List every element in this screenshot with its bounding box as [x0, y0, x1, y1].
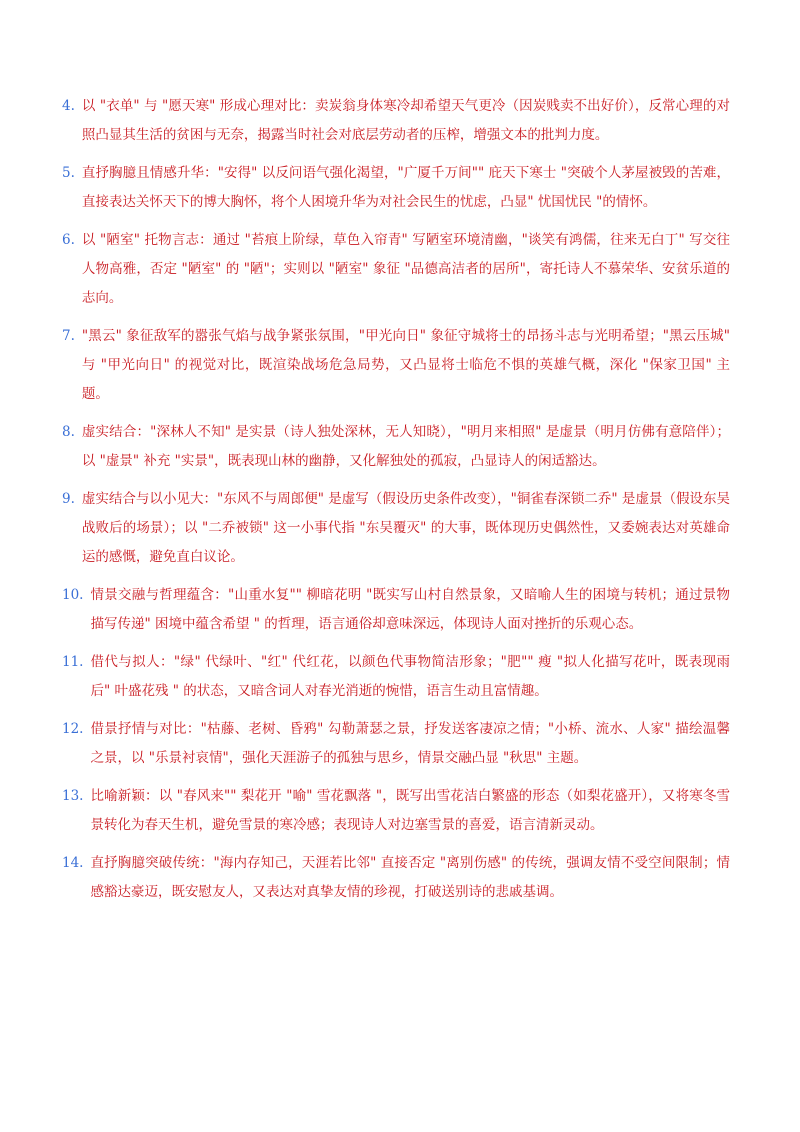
item-text: 虚实结合与以小见大："东风不与周郎便" 是虚写（假设历史条件改变），"铜雀春深锁二乔" 是虚景（假设东吴战败后的场景）；以 "二乔被锁" 这一小事代指 "东吴覆灭" 的大事，既体现历史偶然性，又委婉表达对英雄命运的感慨，避免直白议论。 — [81, 491, 730, 565]
item-number: 6. — [62, 232, 75, 248]
list-item — [62, 418, 730, 476]
item-number: 14. — [62, 855, 84, 871]
item-number: 11. — [62, 654, 84, 670]
item-number: 4. — [62, 98, 75, 114]
item-text: 直抒胸臆且情感升华："安得" 以反问语气强化渴望，"广厦千万间"" 庇天下寒士 "突破个人茅屋被毁的苦难，直接表达关怀天下的博大胸怀，将个人困境升华为对社会民生的忧虑，凸显" 忧国忧民 "的情怀。 — [81, 165, 730, 210]
item-number: 13. — [62, 788, 84, 804]
item-text: 比喻新颖：以 "春风来"" 梨花开 "喻" 雪花飘落 "，既写出雪花洁白繁盛的形态（如梨花盛开），又将寒冬雪景转化为春天生机，避免雪景的寒冷感；表现诗人对边塞雪景的喜爱，语言清新灵动。 — [90, 788, 730, 833]
list-item — [62, 648, 730, 706]
list-item — [62, 485, 730, 572]
item-text: 以 "陋室" 托物言志：通过 "苔痕上阶绿，草色入帘青" 写陋室环境清幽，"谈笑有鸿儒，往来无白丁" 写交往人物高雅，否定 "陋室" 的 "陋"；实则以 "陋室" 象征 "品德高洁者的居所"，寄托诗人不慕荣华、安贫乐道的志向。 — [81, 232, 730, 306]
list-item — [62, 849, 730, 907]
item-number: 8. — [62, 424, 75, 440]
item-text: 借代与拟人："绿" 代绿叶、"红" 代红花，以颜色代事物简洁形象；"肥"" 瘦 "拟人化描写花叶，既表现雨后" 叶盛花残 " 的状态，又暗含词人对春光消逝的惋惜，语言生动且富情趣。 — [90, 654, 730, 699]
list-item — [62, 226, 730, 313]
item-number: 5. — [62, 165, 75, 181]
item-number: 9. — [62, 491, 75, 507]
list-item — [62, 322, 730, 409]
list-item — [62, 92, 730, 150]
item-number: 7. — [62, 328, 75, 344]
item-number: 12. — [62, 721, 84, 737]
item-number: 10. — [62, 587, 84, 603]
item-text: "黑云" 象征敌军的嚣张气焰与战争紧张氛围，"甲光向日" 象征守城将士的昂扬斗志与光明希望；"黑云压城" 与 "甲光向日" 的视觉对比，既渲染战场危急局势，又凸显将士临危不惧的英雄气概，深化 "保家卫国" 主题。 — [81, 328, 730, 402]
item-text: 虚实结合："深林人不知" 是实景（诗人独处深林，无人知晓），"明月来相照" 是虚景（明月仿佛有意陪伴）；以 "虚景" 补充 "实景"，既表现山林的幽静，又化解独处的孤寂，凸显诗人的闲适豁达。 — [81, 424, 730, 469]
item-text: 以 "衣单" 与 "愿天寒" 形成心理对比：卖炭翁身体寒冷却希望天气更冷（因炭贱卖不出好价），反常心理的对照凸显其生活的贫困与无奈，揭露当时社会对底层劳动者的压榨，增强文本的批判力度。 — [81, 98, 730, 143]
list-item — [62, 159, 730, 217]
item-text: 借景抒情与对比："枯藤、老树、昏鸦" 勾勒萧瑟之景，抒发送客凄凉之情；"小桥、流水、人家" 描绘温馨之景，以 "乐景衬哀情"，强化天涯游子的孤独与思乡，情景交融凸显 "秋思" 主题。 — [90, 721, 730, 766]
list-item — [62, 782, 730, 840]
item-text: 情景交融与哲理蕴含："山重水复"" 柳暗花明 "既实写山村自然景象，又暗喻人生的困境与转机；通过景物描写传递" 困境中蕴含希望 " 的哲理，语言通俗却意味深远，体现诗人面对挫折的乐观心态。 — [90, 587, 730, 632]
item-text: 直抒胸臆突破传统："海内存知己，天涯若比邻" 直接否定 "离别伤感" 的传统，强调友情不受空间限制；情感豁达豪迈，既安慰友人，又表达对真挚友情的珍视，打破送别诗的悲戚基调。 — [90, 855, 730, 900]
list-item — [62, 715, 730, 773]
list-item — [62, 581, 730, 639]
